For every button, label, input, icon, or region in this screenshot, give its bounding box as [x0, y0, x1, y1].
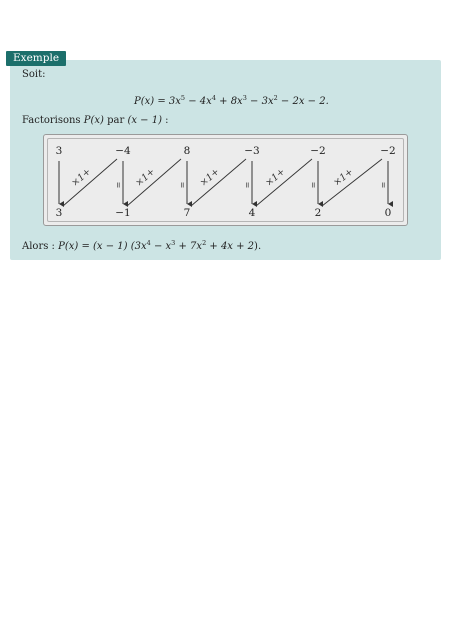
- multiply-label-4: ×1+: [331, 166, 356, 189]
- horner-scheme-svg: [44, 135, 409, 227]
- bottom-value-1: −1: [115, 207, 131, 219]
- top-value-2: 8: [183, 145, 191, 157]
- poly-exp-3: 3: [242, 94, 247, 102]
- conclusion-lhs: P(x) = (x − 1): [58, 241, 128, 252]
- conclusion-exp-3: 3: [171, 239, 176, 247]
- equals-sign-3: =: [309, 181, 318, 189]
- conclusion-term-3: + 7x: [175, 241, 203, 252]
- equals-sign-0: =: [114, 181, 123, 189]
- equals-sign-2: =: [243, 181, 252, 189]
- bottom-value-5: 0: [384, 207, 392, 219]
- conclusion-exp-2: 2: [202, 239, 207, 247]
- poly-exp-4: 4: [211, 94, 216, 102]
- example-tag: Exemple: [6, 51, 66, 66]
- poly-term-5: − 2x − 2.: [277, 96, 329, 107]
- conclusion-exp-4: 4: [146, 239, 151, 247]
- top-value-1: −4: [115, 145, 131, 157]
- top-value-4: −2: [310, 145, 326, 157]
- conclusion-close: ).: [254, 241, 262, 252]
- intro-text: Soit:: [22, 69, 46, 80]
- multiply-label-3: ×1+: [263, 166, 288, 189]
- conclusion-line: [22, 241, 261, 253]
- equals-sign-4: =: [379, 181, 388, 189]
- poly-term-4: − 3x: [246, 96, 274, 107]
- conclusion-term-4: + 4x + 2: [206, 241, 255, 252]
- top-value-0: 3: [55, 145, 63, 157]
- polynomial-equation: [134, 96, 329, 108]
- factor-px: P(x): [83, 115, 104, 126]
- poly-lhs: P(x) = 3x: [134, 96, 181, 107]
- poly-term-2: − 4x: [185, 96, 212, 107]
- horner-scheme: [43, 134, 408, 226]
- conclusion-prefix: Alors :: [22, 241, 59, 252]
- poly-term-3: + 8x: [215, 96, 243, 107]
- conclusion-term-2: − x: [150, 241, 172, 252]
- factor-line: [22, 115, 169, 127]
- bottom-value-2: 7: [183, 207, 191, 219]
- bottom-value-3: 4: [248, 207, 256, 219]
- poly-exp-5: 5: [180, 94, 186, 102]
- conclusion-open: (3x: [127, 241, 147, 252]
- diagonal-4: [322, 159, 382, 206]
- poly-exp-2: 2: [273, 94, 278, 102]
- top-value-3: −3: [244, 145, 260, 157]
- top-value-5: −2: [380, 145, 396, 157]
- bottom-value-0: 3: [55, 207, 63, 219]
- factor-divisor: (x − 1): [127, 115, 162, 126]
- factor-prefix: Factorisons: [22, 115, 84, 126]
- equals-sign-1: =: [178, 181, 187, 189]
- multiply-label-0: ×1+: [69, 166, 94, 189]
- factor-mid: par: [103, 115, 128, 126]
- factor-suffix: :: [161, 115, 169, 126]
- multiply-label-1: ×1+: [133, 166, 158, 189]
- bottom-value-4: 2: [314, 207, 322, 219]
- multiply-label-2: ×1+: [197, 166, 222, 189]
